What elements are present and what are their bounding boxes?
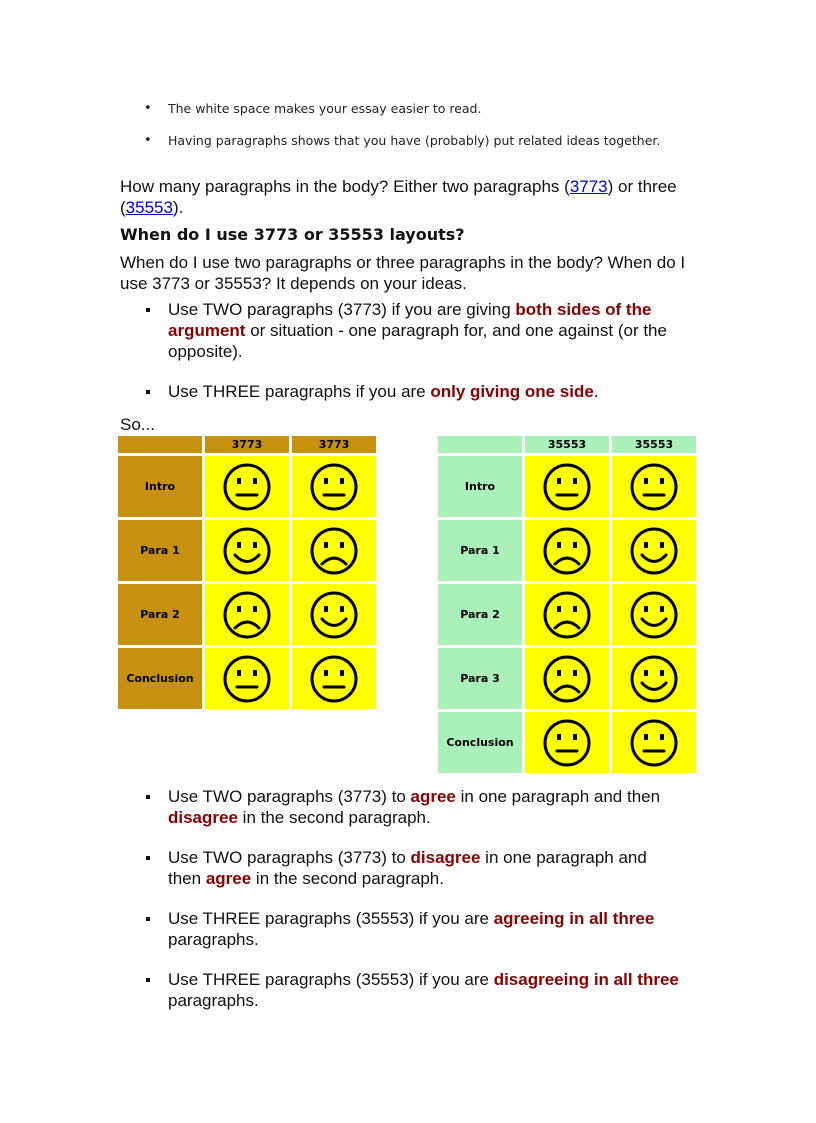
row-label: Para 1 bbox=[118, 520, 202, 581]
happy-face-icon bbox=[629, 526, 679, 576]
section-heading: When do I use 3773 or 35553 layouts? bbox=[120, 225, 465, 244]
table-row bbox=[438, 520, 696, 581]
face-cell bbox=[292, 648, 376, 709]
face-cell bbox=[205, 584, 289, 645]
column-header: 3773 bbox=[292, 436, 376, 453]
table-corner bbox=[118, 436, 202, 453]
row-label: Conclusion bbox=[118, 648, 202, 709]
question-text: ) or three ( bbox=[120, 177, 677, 217]
face-cell bbox=[525, 456, 609, 517]
link-35553[interactable]: 35553 bbox=[125, 198, 173, 217]
neutral-face-icon bbox=[629, 718, 679, 768]
sad-face-icon bbox=[542, 654, 592, 704]
table-row bbox=[438, 712, 696, 773]
column-header: 35553 bbox=[525, 436, 609, 453]
face-cell bbox=[525, 648, 609, 709]
happy-face-icon bbox=[629, 590, 679, 640]
table-row bbox=[118, 584, 376, 645]
benefits-list bbox=[120, 100, 680, 164]
table-row bbox=[118, 456, 376, 517]
face-cell bbox=[205, 520, 289, 581]
row-label: Para 1 bbox=[438, 520, 522, 581]
question-text: How many paragraphs in the body? Either two paragraphs ( bbox=[120, 177, 570, 196]
table-row bbox=[118, 520, 376, 581]
happy-face-icon bbox=[222, 526, 272, 576]
row-label: Conclusion bbox=[438, 712, 522, 773]
row-label: Para 3 bbox=[438, 648, 522, 709]
face-cell bbox=[292, 456, 376, 517]
happy-face-icon bbox=[309, 590, 359, 640]
list-item: • Having paragraphs shows that you have (probably) put related ideas together. bbox=[120, 132, 680, 149]
list-item: Use TWO paragraphs (3773) to disagree in one paragraph and then agree in the second paragraph. bbox=[120, 847, 680, 889]
column-header: 35553 bbox=[612, 436, 696, 453]
neutral-face-icon bbox=[629, 462, 679, 512]
face-cell bbox=[205, 648, 289, 709]
list-item: Use TWO paragraphs (3773) to agree in one paragraph and then disagree in the second paragraph. bbox=[120, 786, 680, 828]
sad-face-icon bbox=[542, 526, 592, 576]
table-3773 bbox=[115, 433, 379, 712]
face-cell bbox=[612, 584, 696, 645]
list-item: Use TWO paragraphs (3773) if you are giving both sides of the argument or situation - one paragraph for, and one against (or the opposite). bbox=[120, 299, 680, 362]
row-label: Intro bbox=[438, 456, 522, 517]
neutral-face-icon bbox=[222, 654, 272, 704]
neutral-face-icon bbox=[309, 654, 359, 704]
row-label: Para 2 bbox=[438, 584, 522, 645]
paragraph-count-question bbox=[120, 176, 700, 218]
sad-face-icon bbox=[542, 590, 592, 640]
face-cell bbox=[292, 584, 376, 645]
happy-face-icon bbox=[629, 654, 679, 704]
column-header: 3773 bbox=[205, 436, 289, 453]
list-item: Use THREE paragraphs (35553) if you are agreeing in all three paragraphs. bbox=[120, 908, 680, 950]
intro-paragraph: When do I use two paragraphs or three paragraphs in the body? When do I use 3773 or 35553? It depends on your ideas. bbox=[120, 253, 686, 293]
face-cell bbox=[205, 456, 289, 517]
face-cell bbox=[612, 456, 696, 517]
row-label: Intro bbox=[118, 456, 202, 517]
face-cell bbox=[612, 520, 696, 581]
list-item: Use THREE paragraphs (35553) if you are disagreeing in all three paragraphs. bbox=[120, 969, 680, 1011]
face-cell bbox=[525, 520, 609, 581]
face-cell bbox=[612, 648, 696, 709]
table-35553 bbox=[435, 433, 699, 776]
face-cell bbox=[525, 584, 609, 645]
neutral-face-icon bbox=[542, 462, 592, 512]
layout-choice-list bbox=[120, 299, 680, 402]
table-corner bbox=[438, 436, 522, 453]
link-3773[interactable]: 3773 bbox=[569, 177, 608, 196]
table-row bbox=[438, 648, 696, 709]
list-item: Use THREE paragraphs if you are only giving one side. bbox=[120, 381, 680, 402]
neutral-face-icon bbox=[222, 462, 272, 512]
agree-disagree-list bbox=[120, 786, 680, 1011]
sad-face-icon bbox=[222, 590, 272, 640]
table-row bbox=[438, 584, 696, 645]
face-cell bbox=[525, 712, 609, 773]
sad-face-icon bbox=[309, 526, 359, 576]
row-label: Para 2 bbox=[118, 584, 202, 645]
table-row bbox=[438, 456, 696, 517]
table-row bbox=[118, 648, 376, 709]
neutral-face-icon bbox=[309, 462, 359, 512]
face-cell bbox=[612, 712, 696, 773]
so-text: So... bbox=[120, 415, 155, 434]
face-cell bbox=[292, 520, 376, 581]
question-text: ). bbox=[172, 198, 184, 217]
list-item: • The white space makes your essay easier to read. bbox=[120, 100, 680, 117]
neutral-face-icon bbox=[542, 718, 592, 768]
